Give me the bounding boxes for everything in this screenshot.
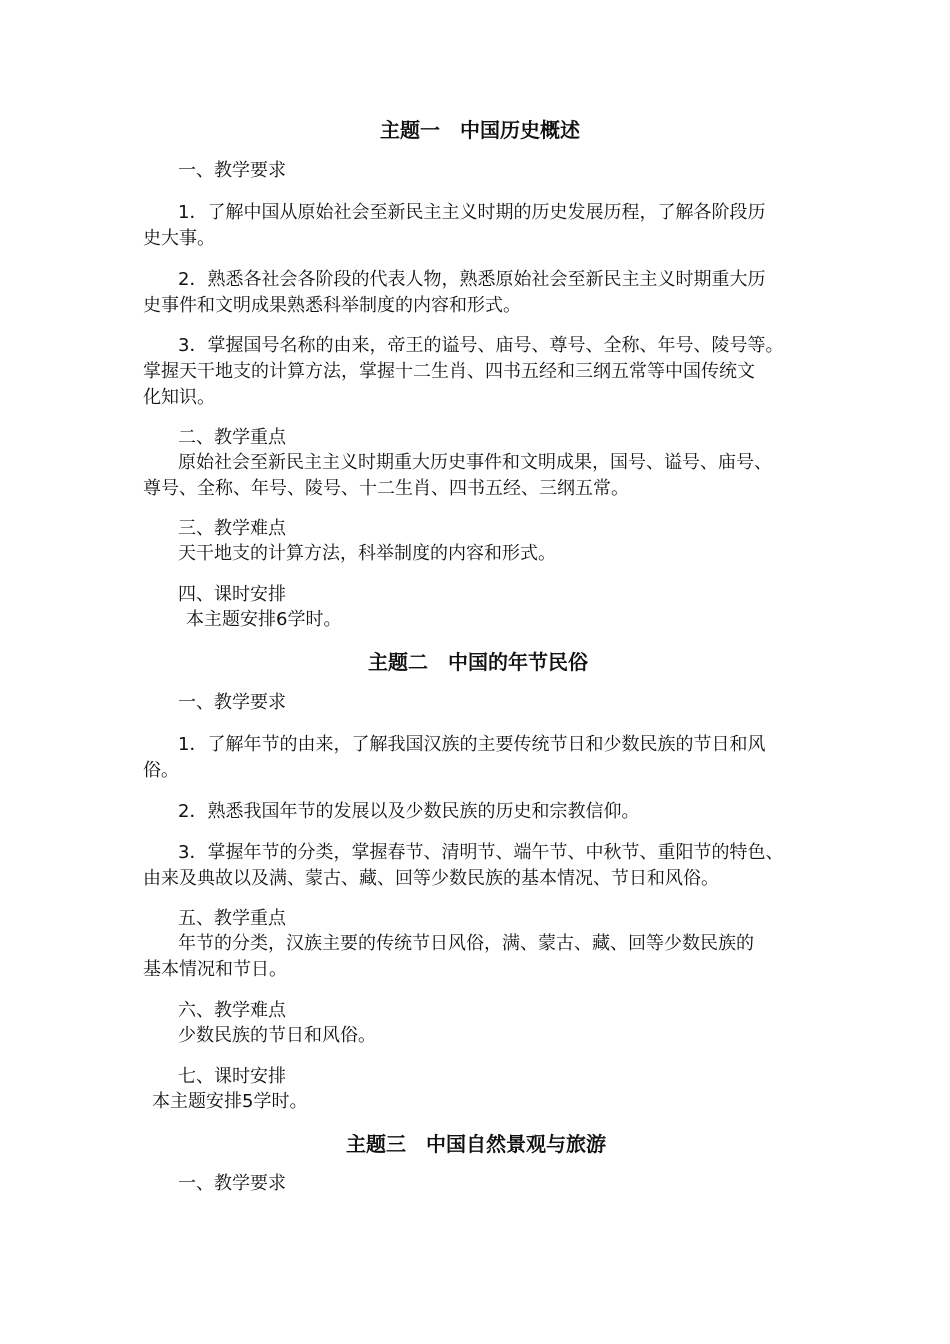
topic-2-item-2-line-1: 2．熟悉我国年节的发展以及少数民族的历史和宗教信仰。 (178, 801, 640, 822)
topic-1-item-2-line-2: 史事件和文明成果熟悉科举制度的内容和形式。 (143, 295, 521, 316)
topic-2-item-1-line-1: 1．了解年节的由来，了解我国汉族的主要传统节日和少数民族的节日和风 (178, 734, 766, 755)
topic-1-item-3-line-2: 掌握天干地支的计算方法，掌握十二生肖、四书五经和三纲五常等中国传统文 (143, 361, 755, 382)
topic-2-hours-heading: 七、课时安排 (178, 1066, 286, 1087)
topic-1-diff-heading: 三、教学难点 (178, 518, 286, 539)
topic-1-key-line-1: 原始社会至新民主主义时期重大历史事件和文明成果，国号、谥号、庙号、 (178, 452, 772, 473)
topic-2-hours-text: 本主题安排5学时。 (152, 1091, 308, 1112)
topic-1-req-heading: 一、教学要求 (178, 160, 286, 181)
topic-1-item-1-line-2: 史大事。 (143, 228, 215, 249)
topic-2-item-3-line-2: 由来及典故以及满、蒙古、藏、回等少数民族的基本情况、节日和风俗。 (143, 868, 719, 889)
topic-1-hours-heading: 四、课时安排 (178, 584, 286, 605)
topic-3-title: 主题三 中国自然景观与旅游 (346, 1132, 606, 1156)
topic-1-item-3-line-3: 化知识。 (143, 387, 215, 408)
topic-2-item-1-line-2: 俗。 (143, 760, 179, 781)
topic-2-item-3-line-1: 3．掌握年节的分类，掌握春节、清明节、端午节、中秋节、重阳节的特色、 (178, 842, 784, 863)
topic-2-diff-text: 少数民族的节日和风俗。 (178, 1025, 376, 1046)
topic-2-title: 主题二 中国的年节民俗 (368, 650, 588, 674)
topic-3-req-heading: 一、教学要求 (178, 1173, 286, 1194)
topic-1-key-line-2: 尊号、全称、年号、陵号、十二生肖、四书五经、三纲五常。 (143, 478, 629, 499)
topic-1-item-2-line-1: 2．熟悉各社会各阶段的代表人物，熟悉原始社会至新民主主义时期重大历 (178, 269, 766, 290)
topic-1-hours-text: 本主题安排6学时。 (186, 609, 342, 630)
topic-1-title: 主题一 中国历史概述 (380, 118, 580, 142)
topic-2-req-heading: 一、教学要求 (178, 692, 286, 713)
topic-1-item-3-line-1: 3．掌握国号名称的由来，帝王的谥号、庙号、尊号、全称、年号、陵号等。 (178, 335, 784, 356)
topic-2-key-heading: 五、教学重点 (178, 908, 286, 929)
topic-2-key-line-2: 基本情况和节日。 (143, 959, 287, 980)
topic-2-key-line-1: 年节的分类，汉族主要的传统节日风俗，满、蒙古、藏、回等少数民族的 (178, 933, 754, 954)
topic-1-key-heading: 二、教学重点 (178, 427, 286, 448)
topic-2-diff-heading: 六、教学难点 (178, 1000, 286, 1021)
topic-1-item-1-line-1: 1．了解中国从原始社会至新民主主义时期的历史发展历程，了解各阶段历 (178, 202, 766, 223)
topic-1-diff-text: 天干地支的计算方法，科举制度的内容和形式。 (178, 543, 556, 564)
